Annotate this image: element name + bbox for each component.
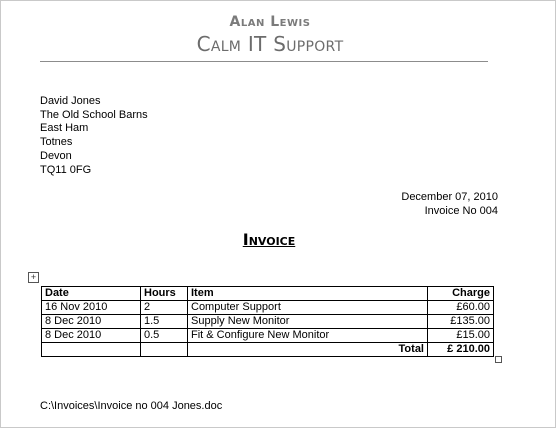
header-divider	[40, 61, 488, 62]
cell-date: 16 Nov 2010	[42, 301, 141, 315]
cell-item: Fit & Configure New Monitor	[188, 329, 428, 343]
column-header-hours: Hours	[141, 287, 188, 301]
cell-empty	[42, 343, 141, 357]
cell-item: Supply New Monitor	[188, 315, 428, 329]
cell-charge: £15.00	[428, 329, 494, 343]
cell-item: Computer Support	[188, 301, 428, 315]
invoice-title: Invoice	[242, 230, 296, 249]
cell-hours: 0.5	[141, 329, 188, 343]
cell-charge: £60.00	[428, 301, 494, 315]
recipient-address	[40, 95, 148, 177]
sender-name: Alan Lewis	[229, 14, 311, 30]
address-line: The Old School Barns	[40, 108, 148, 121]
invoice-number: Invoice No 004	[424, 205, 498, 217]
move-handle-icon[interactable]: +	[28, 272, 39, 283]
cell-date: 8 Dec 2010	[42, 315, 141, 329]
column-header-item: Item	[188, 287, 428, 301]
invoice-meta	[401, 190, 498, 218]
cell-date: 8 Dec 2010	[42, 329, 141, 343]
invoice-date: December 07, 2010	[401, 191, 498, 203]
company-name: Calm IT Support	[196, 32, 344, 56]
address-line: David Jones	[40, 95, 101, 107]
column-header-date: Date	[42, 287, 141, 301]
cell-hours: 2	[141, 301, 188, 315]
file-path: C:\Invoices\Invoice no 004 Jones.doc	[40, 400, 223, 412]
table-header-row	[42, 287, 494, 301]
table-row	[42, 329, 494, 343]
address-line: East Ham	[40, 122, 89, 135]
cell-hours: 1.5	[141, 315, 188, 329]
resize-handle-icon[interactable]	[495, 356, 502, 363]
address-line: Totnes	[40, 136, 73, 149]
total-value: £ 210.00	[428, 343, 494, 357]
invoice-table	[41, 286, 494, 357]
column-header-charge: Charge	[428, 287, 494, 301]
address-line: TQ11 0FG	[40, 163, 92, 176]
total-label: Total	[188, 343, 428, 357]
table-row	[42, 315, 494, 329]
table-row	[42, 301, 494, 315]
total-row	[42, 343, 494, 357]
cell-empty	[141, 343, 188, 357]
cell-charge: £135.00	[428, 315, 494, 329]
address-line: Devon	[40, 149, 72, 162]
